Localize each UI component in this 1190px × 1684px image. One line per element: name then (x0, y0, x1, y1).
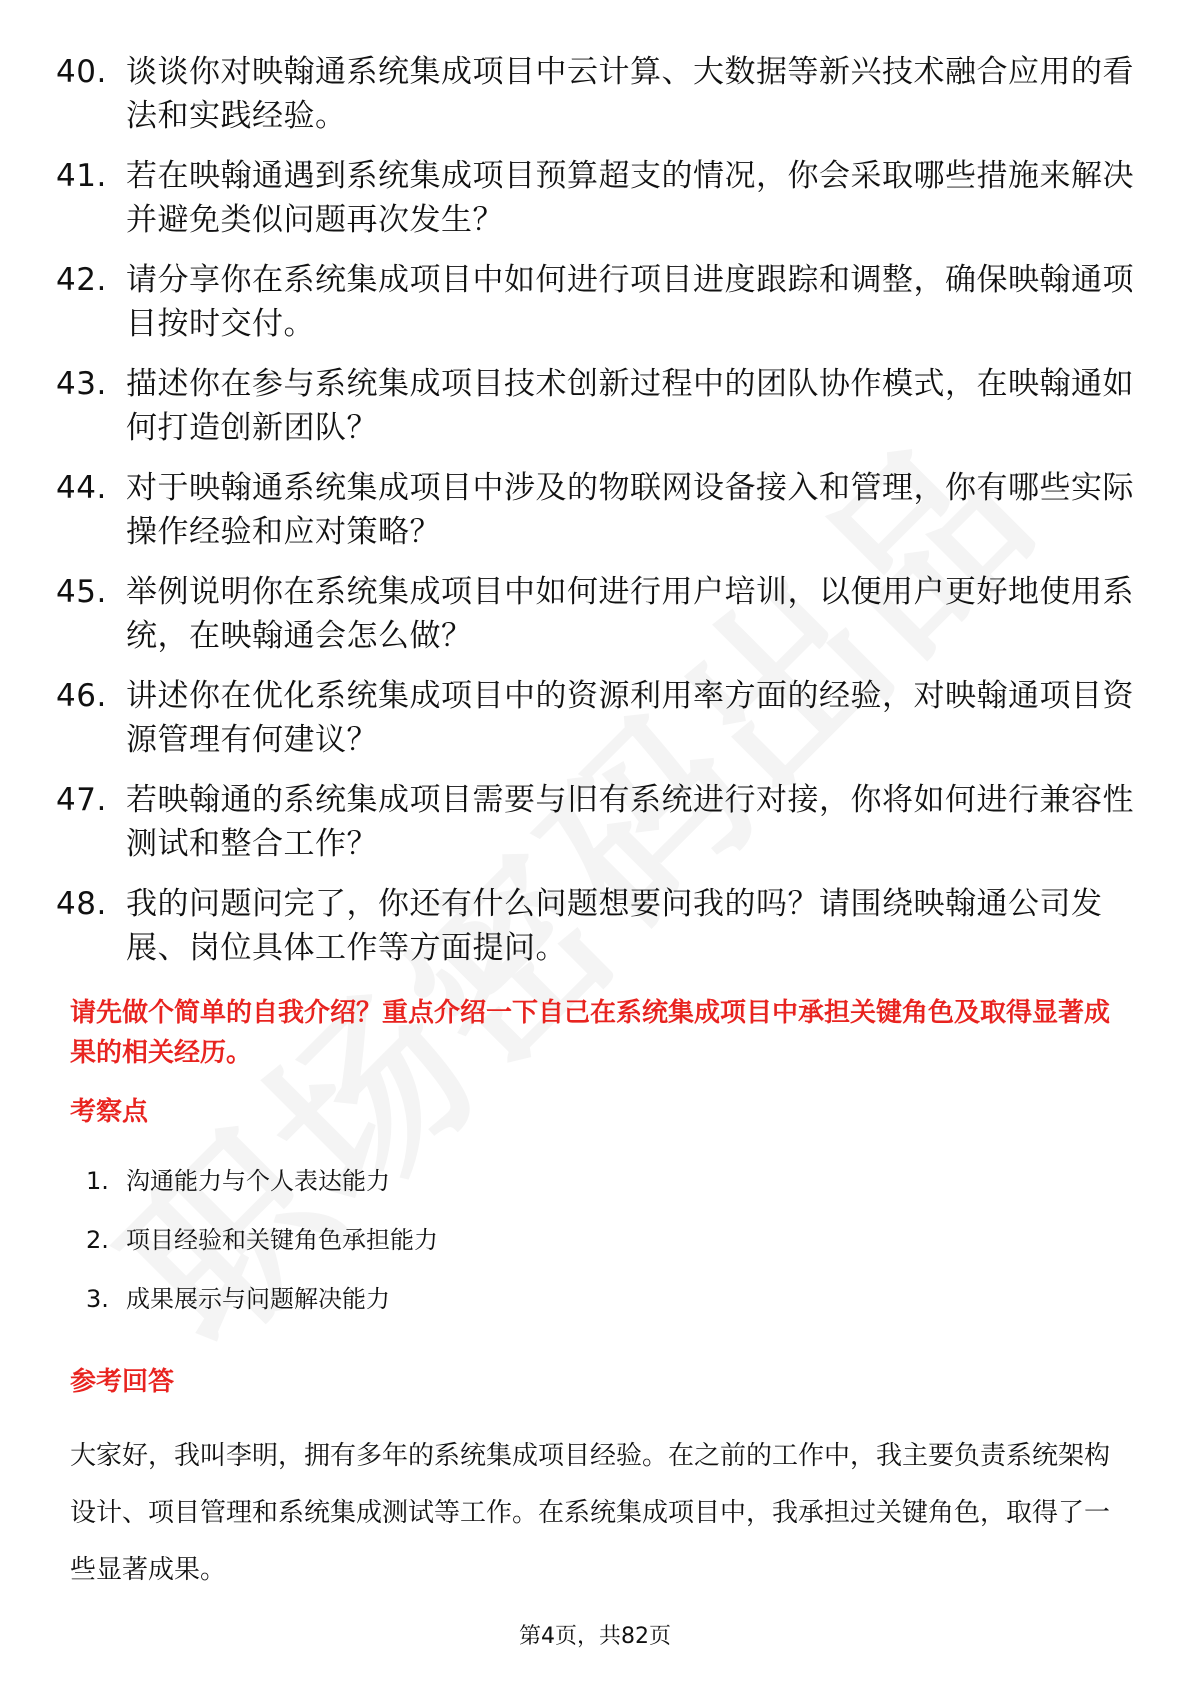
question-number: 47. (56, 782, 107, 818)
point-number: 1. (86, 1167, 109, 1195)
question-text: 请分享你在系统集成项目中如何进行项目进度跟踪和调整，确保映翰通项目按时交付。 (126, 262, 1134, 342)
question-number: 41. (56, 158, 107, 194)
question-number: 42. (56, 262, 107, 298)
question-text: 我的问题问完了，你还有什么问题想要问我的吗？请围绕映翰通公司发展、岗位具体工作等方面提问。 (126, 886, 1103, 966)
question-text: 举例说明你在系统集成项目中如何进行用户培训，以便用户更好地使用系统，在映翰通会怎么做？ (126, 574, 1134, 654)
question-item (56, 674, 1136, 762)
question-item (56, 570, 1136, 658)
point-item (86, 1223, 438, 1257)
question-item (56, 362, 1136, 450)
question-item (56, 258, 1136, 346)
answer-paragraph: 大家好，我叫李明，拥有多年的系统集成项目经验。在之前的工作中，我主要负责系统架构设计、项目管理和系统集成测试等工作。在系统集成项目中，我承担过关键角色，取得了一些显著成果。 (70, 1441, 1111, 1585)
answer-section-title: 参考回答 (70, 1367, 175, 1397)
question-list (56, 50, 1136, 986)
question-number: 43. (56, 366, 107, 402)
featured-question-heading: 请先做个简单的自我介绍？重点介绍一下自己在系统集成项目中承担关键角色及取得显著成果的相关经历。 (70, 998, 1111, 1068)
question-item (56, 778, 1136, 866)
question-number: 40. (56, 54, 107, 90)
question-number: 44. (56, 470, 107, 506)
point-item (86, 1164, 438, 1198)
point-text: 项目经验和关键角色承担能力 (126, 1226, 438, 1254)
page-footer: 第4页，共82页 (519, 1624, 671, 1649)
question-number: 46. (56, 678, 107, 714)
question-text: 谈谈你对映翰通系统集成项目中云计算、大数据等新兴技术融合应用的看法和实践经验。 (126, 54, 1134, 134)
question-text: 若在映翰通遇到系统集成项目预算超支的情况，你会采取哪些措施来解决并避免类似问题再次发生？ (126, 158, 1134, 238)
question-item (56, 154, 1136, 242)
point-number: 2. (86, 1226, 109, 1254)
question-item (56, 466, 1136, 554)
point-text: 沟通能力与个人表达能力 (126, 1167, 390, 1195)
question-text: 讲述你在优化系统集成项目中的资源利用率方面的经验，对映翰通项目资源管理有何建议？ (126, 678, 1134, 758)
point-item (86, 1282, 438, 1316)
question-text: 对于映翰通系统集成项目中涉及的物联网设备接入和管理，你有哪些实际操作经验和应对策略？ (126, 470, 1134, 550)
point-text: 成果展示与问题解决能力 (126, 1285, 390, 1313)
question-number: 45. (56, 574, 107, 610)
points-section-title: 考察点 (70, 1097, 149, 1127)
point-number: 3. (86, 1285, 109, 1313)
question-item (56, 882, 1136, 970)
question-item (56, 50, 1136, 138)
points-list (86, 1164, 438, 1341)
question-number: 48. (56, 886, 107, 922)
question-text: 若映翰通的系统集成项目需要与旧有系统进行对接，你将如何进行兼容性测试和整合工作？ (126, 782, 1134, 862)
question-text: 描述你在参与系统集成项目技术创新过程中的团队协作模式，在映翰通如何打造创新团队？ (126, 366, 1134, 446)
